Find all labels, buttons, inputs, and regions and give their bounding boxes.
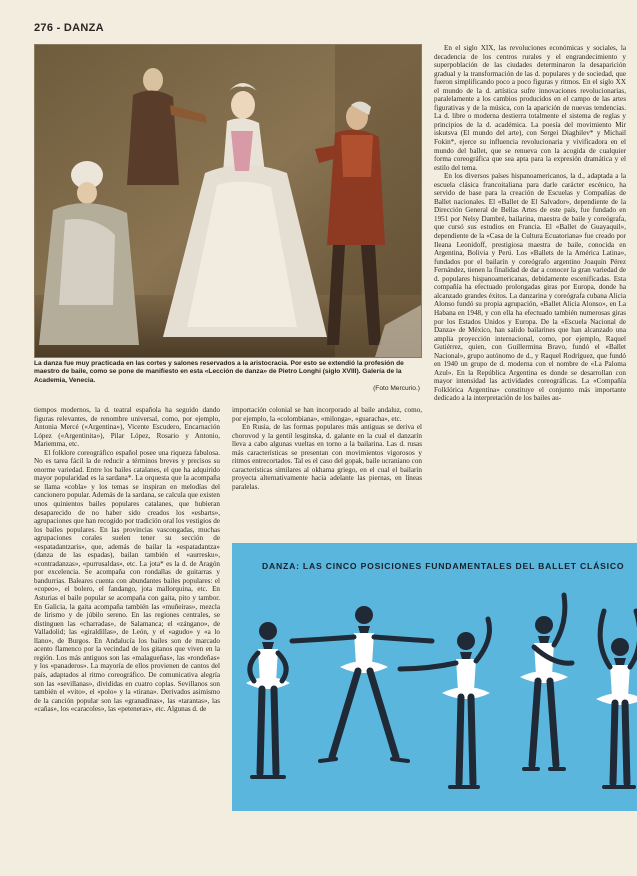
paragraph: tiempos modernos, la d. teatral española ha seguido dando figuras relevantes, de renombre universal, como, por ejemplo, Antonia Mercé («Argentina»), Vicente Escudero, Encarnación López («Argentinita»), Pilar López, Rosario y Antonio, Mariemma, etc. [34,406,220,449]
paragraph: En el siglo XIX, las revoluciones económicas y sociales, la decadencia de los centros rurales y el engrandecimiento y superpoblación de las ciudades determinaron la desaparición gradual y la transformación de las d. populares y de sociedad, que fueron simplificando poco a poco figuras y ritmos. En el siglo XX el mundo de la d. artística sufre innovaciones revolucionarias, paralelamente a los cambios producidos en el campo de las artes figurativas y de la música, con la aparición de nuevas tendencias. La d. libre o moderna destierra totalmente el sistema de reglas y principios de la d. académica. La poesía del movimiento Mir iskutsva (El mundo del arte), con Sergei Diaghilev* y Michail Fokin*, ejerce su influencia revolucionaria y vivificadora en el mundo del ballet, que se renueva con la acogida de cualquier forma coreográfica que sea apta para la expresión dramática y el estilo del tema. [434,44,626,172]
dancer-position-5 [596,611,637,787]
dancer-position-4 [520,595,572,769]
page-header: 276 - DANZA [34,22,104,34]
painting-lesson-of-dance [34,44,422,358]
figure-caption [34,360,420,394]
paragraph: importación colonial se han incorporado al baile andaluz, como, por ejemplo, la «colombiana», «milonga», «guaracha», etc. [232,406,422,423]
paragraph: El folklore coreográfico español posee una riqueza fabulosa. No es tarea fácil la de reducir a términos breves y precisos su enorme variedad. Entre los bailes catalanes, el que ha adquirido mayor popularidad es la sardana*. La orquesta que la acompaña se llama «cobla» y los temas se inspiran en melodías del cancionero popular. Además de la sardana, se calcula que existen unos quinientos bailes populares catalanes, que hubieran desaparecido de no haber sido creados los «esbarts», agrupaciones que han recogido por tradición oral los vestigios de los bailes populares. En las provincias vascongadas, muchas agrupaciones corales suelen tener su sección de «espatadantzaris», que, además de bailar la «espatadantza» (danza de las espadas), bailan también el «aurresku», «contradanzas», «purrusaldas», etc. La jota* es la d. de Aragón por excelencia. Se acompaña con rondallas de guitarras y bandurrias. Baleares cuenta con abundantes bailes populares: el «copeo», el bolero, el fandango, jota mallorquina, etc. En Asturias el baile popular se acompaña con gaita, pito y tambor. En Galicia, la gaita acompaña también las «muñeiras», mezcla de lirismo y de júbilo sereno. En las regiones centrales, se distinguen las «charradas», de Salamanca; el «zángano», de Valladolid; las «giraldillas», de León, y el «agudo» y «a lo llano», de Burgos. En Andalucía los bailes son de marcado acento flamenco por la vecindad de los gitanos que viven en la región. Los más antiguos son las «malagueñas», las «rondeñas» y los «panaderos». La mayoría de ellos provienen de cantos del país, adaptados al ritmo coreográfico. De comunicativa alegría son las «sevillanas», divididas en cuatro coplas. Sevillanos son también el «vito», el «polo» y la «tirana». Derivados asimismo de la canción popular son las «granadinas», las «tarantas», las «cañas», los «caracoles», las «peteneras», etc. Algunas d. de [34,448,220,714]
dancer-position-3 [400,619,490,787]
dancer-position-2 [292,606,432,761]
text-column-2 [232,406,422,532]
panel-title: DANZA: LAS CINCO POSICIONES FUNDAMENTALES DEL BALLET CLÁSICO [262,561,625,571]
photo-credit: (Foto Mercurio.) [373,385,420,393]
dancer-position-1 [246,622,290,777]
painting-illustration [35,45,421,357]
caption-text: La danza fue muy practicada en las cortes y salones reservados a la aristocracia. Por esto se extendió la profesión de maestro de baile, como se pone de manifiesto en esta «Lección de danza» de Pietro Longhi (siglo XVIII). Galería de la Academia, Venecia. [34,360,404,384]
ballet-positions-panel [232,543,637,811]
paragraph: En los diversos países hispanoamericanos, la d., adaptada a la escuela clásica francoitaliana para darle carácter escénico, ha servido de base para la creación de Escuelas y Compañías de Ballet nacionales. El «Ballet de El Salvador», dependiente de la Dirección General de Bellas Artes de este país, fue fundado en 1951 por Nelsy Dambré, bailarina, maestra de baile y coreógrafa, que cursó sus estudios en Francia. El «Ballet de Guayaquil», dependiente de la «Casa de la Cultura Ecuatoriana» fue creado por Ileana Leonidoff, prestigiosa maestra de baile, conocida en Argentina, Bolivia y Perú. Los «Ballets de la América Latina», fundados por el bailarín y coreógrafo argentino Joaquín Pérez Fernández, tienen la finalidad de dar a conocer la gran variedad de d. populares hispanoamericanas, debidamente escenificadas. Esta compañía ha efectuado prolongadas giras por Europa, donde ha alcanzado grandes éxitos. La danzarina y coreógrafa cubana Alicia Alonso fundó su propia agrupación, «Ballet Alicia Alonso», en La Habana en 1948, y con ella ha efectuado también numerosas giras por los Estados Unidos y Europa. De la «Escuela Nacional de Danza» de México, han salido bailarines que han alcanzado una amplia proyección internacional, como, por ejemplo, Raquel Gutiérrez, quien, con Guillermina Bravo, fundó el «Ballet Nacional», grupo autónomo de d., y Raquel Rodríguez, que fundó en 1940 un grupo de d. moderna con el nombre de «La Paloma Azul». En la República Argentina es donde se desarrollan con mayor intensidad las actividades coreográficas. La «Compañía Folklórica Argentina» constituye el conjunto más importante dedicado a la interpretación de los bailes au- [434,172,626,403]
paragraph: En Rusia, de las formas populares más antiguas se deriva el chorovod y la gentil lesginska, d. galante en la cual el danzarín lleva a cabo algunas vueltas en torno a la bailarina. Las d. rusas más características se presentan con movimientos vigorosos y ritmos entrecortados. Tal es el caso del gopak, baile ucraniano con características similares al okhama griego, en el cual el bailarín proyecta alternativamente hacia adelante las piernas, en líneas paralelas. [232,423,422,491]
text-column-3 [434,44,626,532]
ballet-positions-illustration [232,543,637,811]
text-column-1 [34,406,220,864]
